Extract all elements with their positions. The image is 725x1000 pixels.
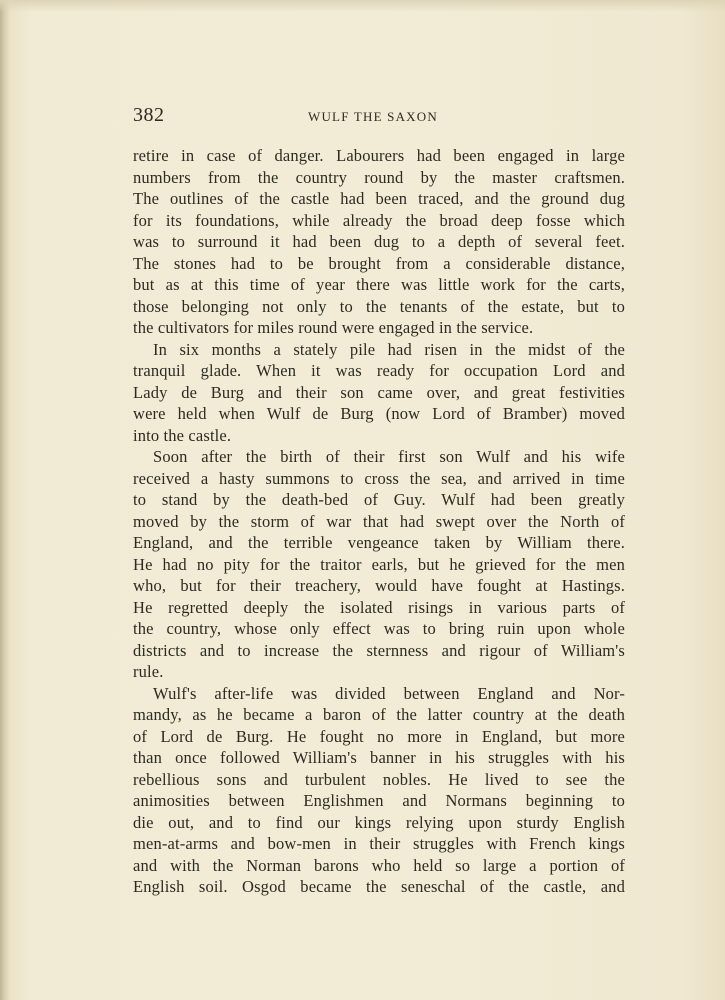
text-line: for its foundations, while already the broad deep fosse which [133,210,625,230]
text-line: those belonging not only to the tenants of the estate, but to [133,296,625,316]
text-line: into the castle. [133,425,232,445]
running-title: WULF THE SAXON [308,109,438,124]
text-line: than once followed William's banner in his struggles with his [133,748,625,767]
text-line: rule. [133,662,164,681]
text-line: the country, whose only effect was to bring ruin upon whole [133,619,625,638]
paragraph-start-line: In six months a stately pile had risen in the midst of the [153,339,625,359]
page-number: 382 [133,104,165,126]
text-line: numbers from the country round by the master craftsmen. [133,167,625,187]
text-line: He had no pity for the traitor earls, but he grieved for the men [133,554,625,574]
body-text [133,145,625,898]
text-line: He regretted deeply the isolated risings in various parts of [133,597,625,617]
text-line: The outlines of the castle had been traced, and the ground dug [133,189,625,208]
text-line: rebellious sons and turbulent nobles. He lived to see the [133,769,625,789]
text-line: the cultivators for miles round were engaged in the service. [133,318,534,337]
text-line: was to surround it had been dug to a depth of several feet. [133,232,625,251]
text-line: who, but for their treachery, would have fought at Hastings. [133,576,625,595]
paragraph-start-line: Wulf's after-life was divided between England and Nor- [153,683,625,703]
text-line: mandy, as he became a baron of the latter country at the death [133,705,625,724]
text-line: districts and to increase the sternness and rigour of William's [133,640,625,660]
text-line: English soil. Osgod became the seneschal of the castle, and [133,877,625,896]
page-header [133,104,623,130]
text-line: England, and the terrible vengeance taken by William there. [133,533,625,552]
text-line: animosities between Englishmen and Normans beginning to [133,791,625,810]
text-line: to stand by the death-bed of Guy. Wulf had been greatly [133,490,625,509]
text-line: Lady de Burg and their son came over, and great festivities [133,382,625,402]
text-line: moved by the storm of war that had swept over the North of [133,511,625,531]
text-line: and with the Norman barons who held so large a portion of [133,855,625,875]
page-top-shadow [0,0,725,12]
text-line: tranquil glade. When it was ready for occupation Lord and [133,361,625,380]
page-gutter-shadow [0,0,10,1000]
text-line: die out, and to find our kings relying upon sturdy English [133,812,625,832]
text-line: men-at-arms and bow-men in their struggles with French kings [133,834,625,853]
paragraph-start-line: Soon after the birth of their first son Wulf and his wife [153,447,625,466]
text-line: The stones had to be brought from a considerable distance, [133,253,625,273]
text-line: received a hasty summons to cross the sea, and arrived in time [133,468,625,488]
text-line: but as at this time of year there was little work for the carts, [133,275,625,294]
text-line: of Lord de Burg. He fought no more in England, but more [133,726,625,746]
text-line: were held when Wulf de Burg (now Lord of Bramber) moved [133,404,625,423]
text-line: retire in case of danger. Labourers had been engaged in large [133,146,625,165]
